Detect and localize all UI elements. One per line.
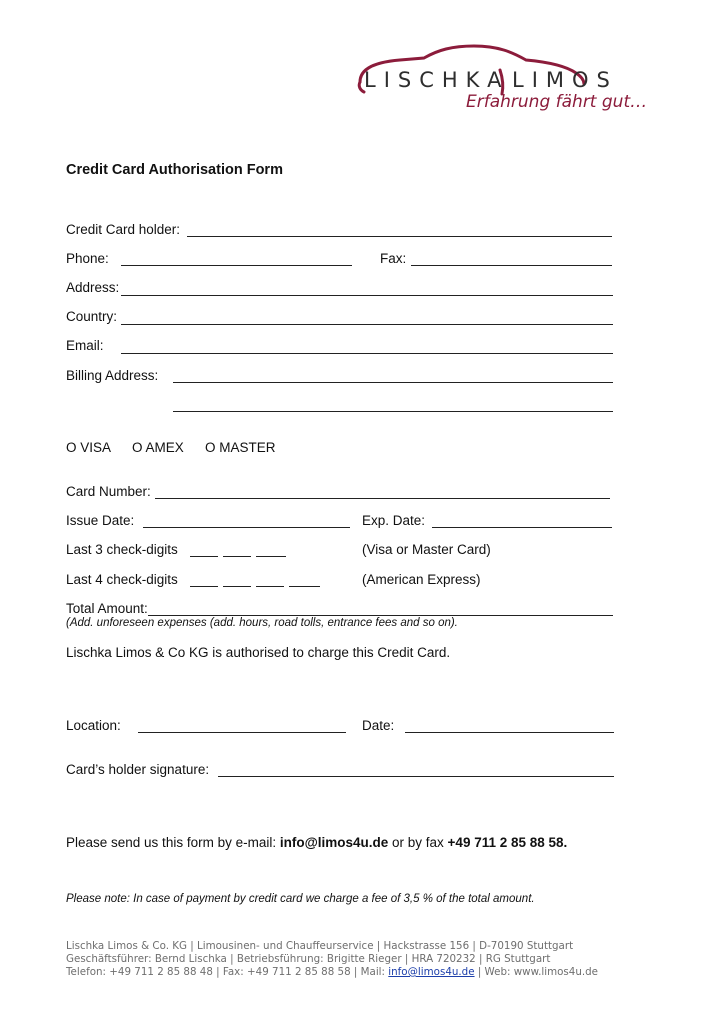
last4-digit-4[interactable]: [289, 586, 320, 587]
send-prefix: Please send us this form by e-mail:: [66, 835, 280, 850]
location-input-line[interactable]: [138, 732, 346, 733]
country-input-line[interactable]: [121, 324, 613, 325]
date-label: Date:: [362, 718, 395, 733]
location-label: Location:: [66, 718, 121, 733]
footer-line-1: Lischka Limos & Co. KG | Limousinen- und Chauffeurservice | Hackstrasse 156 | D-70190 Stuttgart: [66, 940, 574, 952]
last3-label: Last 3 check-digits: [66, 542, 178, 557]
total-amount-note: (Add. unforeseen expenses (add. hours, road tolls, entrance fees and so on).: [66, 617, 458, 629]
last4-digit-1[interactable]: [190, 586, 218, 587]
card-number-input-line[interactable]: [155, 498, 610, 499]
send-instructions: [66, 835, 567, 850]
last4-digit-2[interactable]: [223, 586, 251, 587]
footer-line-3-prefix: Telefon: +49 711 2 85 88 48 | Fax: +49 711 2 85 88 58 | Mail:: [66, 966, 389, 978]
company-logo: [352, 40, 648, 114]
address-label: Address:: [66, 280, 120, 295]
total-amount-input-line[interactable]: [148, 615, 613, 616]
last3-digit-2[interactable]: [223, 556, 251, 557]
address-input-line[interactable]: [121, 295, 613, 296]
send-middle: or by fax: [388, 835, 448, 850]
exp-date-label: Exp. Date:: [362, 513, 426, 528]
send-email: info@limos4u.de: [279, 835, 389, 850]
issue-date-input-line[interactable]: [143, 527, 350, 528]
logo-word-left: LISCHKA: [364, 68, 510, 92]
exp-date-input-line[interactable]: [432, 527, 612, 528]
billing-label: Billing Address:: [66, 368, 159, 383]
last3-digit-3[interactable]: [256, 556, 286, 557]
billing-input-line-1[interactable]: [173, 382, 613, 383]
email-input-line[interactable]: [121, 353, 613, 354]
last4-label: Last 4 check-digits: [66, 572, 178, 587]
last3-digit-1[interactable]: [190, 556, 218, 557]
footer: [66, 940, 598, 979]
card-type-amex[interactable]: O AMEX: [132, 440, 184, 455]
page-title: Credit Card Authorisation Form: [66, 162, 283, 178]
card-number-label: Card Number:: [66, 484, 151, 499]
holder-label: Credit Card holder:: [66, 222, 181, 237]
authorisation-statement: Lischka Limos & Co KG is authorised to charge this Credit Card.: [66, 645, 451, 660]
billing-input-line-2[interactable]: [173, 411, 613, 412]
date-input-line[interactable]: [405, 732, 614, 733]
issue-date-label: Issue Date:: [66, 513, 135, 528]
fax-label: Fax:: [380, 251, 407, 266]
footer-line-3: [66, 966, 598, 979]
footer-line-2: Geschäftsführer: Bernd Lischka | Betriebsführung: Brigitte Rieger | HRA 720232 | RG Stuttgart: [66, 953, 551, 965]
logo-word-right: LIMOS: [512, 68, 618, 92]
last3-note: (Visa or Master Card): [362, 542, 491, 557]
signature-label: Card’s holder signature:: [66, 762, 210, 777]
footer-line-3-suffix: | Web: www.limos4u.de: [474, 966, 598, 978]
send-fax: +49 711 2 85 88 58.: [447, 835, 568, 850]
signature-input-line[interactable]: [218, 776, 614, 777]
total-amount-label: Total Amount:: [66, 601, 148, 616]
last4-note: (American Express): [362, 572, 481, 587]
fax-input-line[interactable]: [411, 265, 612, 266]
email-label: Email:: [66, 338, 104, 353]
card-type-master[interactable]: O MASTER: [205, 440, 276, 455]
logo-tagline: Erfahrung fährt gut…: [466, 92, 648, 112]
card-type-visa[interactable]: O VISA: [66, 440, 112, 455]
holder-input-line[interactable]: [187, 236, 612, 237]
phone-label: Phone:: [66, 251, 109, 266]
last4-digit-3[interactable]: [256, 586, 284, 587]
country-label: Country:: [66, 309, 118, 324]
footer-mail-link[interactable]: info@limos4u.de: [388, 966, 475, 978]
phone-input-line[interactable]: [121, 265, 352, 266]
fee-note: Please note: In case of payment by credit card we charge a fee of 3,5 % of the total amount.: [66, 893, 535, 905]
